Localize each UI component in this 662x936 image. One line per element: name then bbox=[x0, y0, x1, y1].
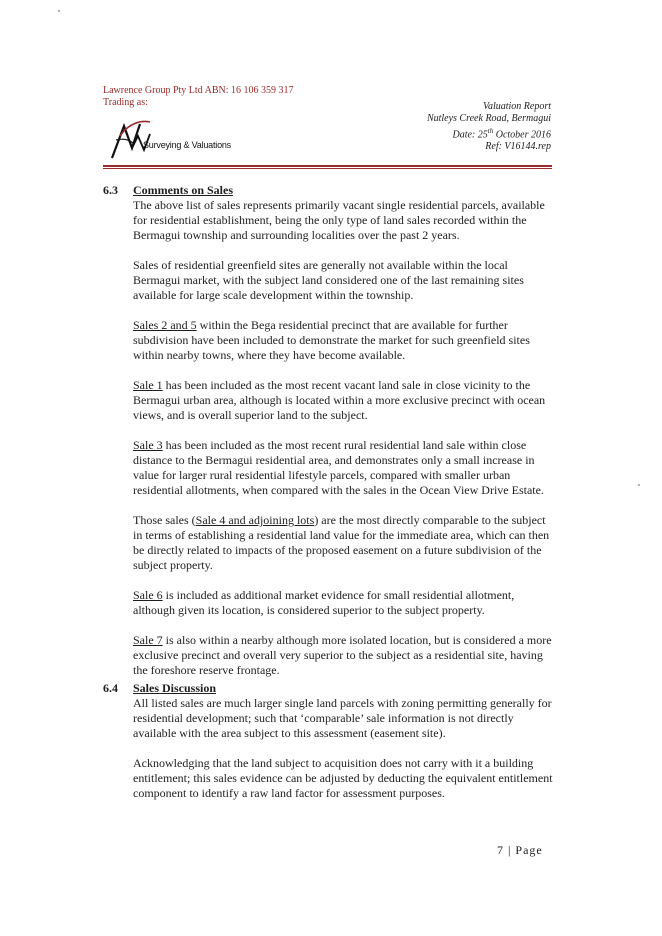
logo-text: Surveying & Valuations bbox=[143, 140, 231, 150]
header-divider bbox=[103, 165, 552, 167]
section-number: 6.4 bbox=[103, 681, 118, 695]
section-body bbox=[133, 183, 555, 693]
section-title: Sales Discussion bbox=[133, 681, 217, 695]
scan-speck bbox=[58, 10, 60, 12]
trading-as: Trading as: bbox=[103, 97, 148, 108]
header-divider-thin bbox=[103, 168, 552, 169]
section-body bbox=[133, 681, 555, 816]
sale-reference: Sale 7 bbox=[133, 633, 163, 647]
paragraph: Sale 3 has been included as the most recent rural residential land sale within close distance to the Bermagui residential area, and demonstrates only a small increase in value for larger rural residential lifestyle parcels, compared with smaller urban residential allotments, when compared with the sales in the Ocean View Drive Estate. bbox=[133, 438, 544, 497]
report-title: Valuation Report bbox=[482, 101, 551, 112]
sale-reference: Sale 1 bbox=[133, 378, 163, 392]
logo-mark-icon bbox=[110, 118, 170, 160]
paragraph: Acknowledging that the land subject to acquisition does not carry with it a building entitlement; this sales evidence can be adjusted by deducting the equivalent entitlement component to identify a raw land factor for assessment purposes. bbox=[133, 756, 553, 800]
paragraph: Sale 6 is included as additional market evidence for small residential allotment, although given its location, is considered superior to the subject property. bbox=[133, 588, 515, 617]
paragraph: Sale 1 has been included as the most recent vacant land sale in close vicinity to the Bermagui urban area, although is located within a more exclusive precinct with ocean views, and is overall superior land to the subject. bbox=[133, 378, 546, 422]
report-ref: Ref: V16144.rep bbox=[485, 141, 551, 153]
paragraph: Sale 7 is also within a nearby although more isolated location, but is considered a more exclusive precinct and overall very superior to the subject as a residential site, having the foreshore reserve frontage. bbox=[133, 633, 552, 677]
section-title: Comments on Sales bbox=[133, 183, 234, 197]
paragraph: Sales 2 and 5 within the Bega residential precinct that are available for further subdivision have been included to demonstrate the market for such greenfield sites within nearby towns, where they have become available. bbox=[133, 318, 530, 362]
company-logo bbox=[110, 118, 290, 160]
sale-reference: Sale 6 bbox=[133, 588, 163, 602]
sale-reference: Sale 3 bbox=[133, 438, 163, 452]
scan-speck bbox=[638, 484, 640, 486]
paragraph: All listed sales are much larger single land parcels with zoning permitting generally for residential development; such that ‘comparable’ sale information is not directly available with the area subject to this assessment (easement site). bbox=[133, 696, 552, 740]
company-abn: Lawrence Group Pty Ltd ABN: 16 106 359 317 bbox=[103, 85, 294, 96]
paragraph: Those sales (Sale 4 and adjoining lots) are the most directly comparable to the subject in terms of establishing a residential land value for the immediate area, which can then be directly related to impacts of the proposed easement on a future subdivision of the subject property. bbox=[133, 513, 550, 572]
report-address: Nutleys Creek Road, Bermagui bbox=[426, 113, 551, 124]
sale-reference: Sale 4 and adjoining lots bbox=[195, 513, 315, 527]
company-details bbox=[103, 85, 294, 109]
report-date: Date: 25th October 2016 bbox=[452, 127, 551, 141]
paragraph: Sales of residential greenfield sites are generally not available within the local Bermagui market, with the subject land considered one of the last remaining sites available for large scale development within the township. bbox=[133, 258, 524, 302]
section-number: 6.3 bbox=[103, 183, 118, 197]
page-number: 7 | Page bbox=[497, 843, 543, 857]
report-meta bbox=[427, 101, 551, 153]
paragraph: The above list of sales represents primarily vacant single residential parcels, available for residential establishment, being the only type of land sales recorded within the Bermagui township and surrounding localities over the past 2 years. bbox=[133, 198, 545, 242]
sale-reference: Sales 2 and 5 bbox=[133, 318, 197, 332]
